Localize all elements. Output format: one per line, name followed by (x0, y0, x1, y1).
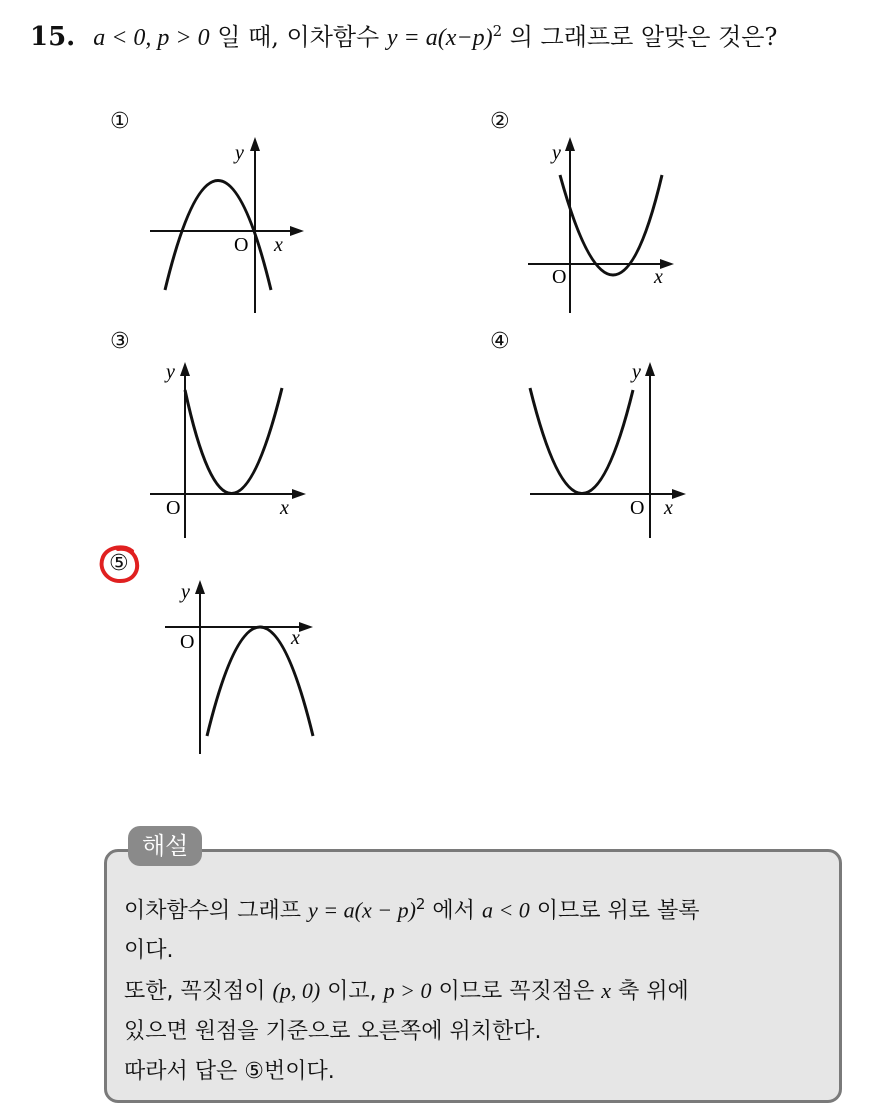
x-axis-label: x (291, 627, 300, 649)
question-condition: a < 0, p > 0 (93, 25, 210, 51)
question-exponent: 2 (492, 22, 503, 40)
option-label-1[interactable]: ① (110, 109, 130, 134)
graph-option-1 (150, 135, 310, 315)
y-axis-label: y (166, 361, 175, 383)
question-number: 15. (30, 22, 76, 52)
x-axis-label: x (664, 497, 673, 519)
graph-option-4 (530, 360, 700, 540)
explanation-line-1: 이차함수의 그래프 $y = a(x - p)^2$ 에서 a < 0 이므로 위로 볼록 (124, 895, 700, 924)
origin-label: O (234, 234, 249, 256)
origin-label: O (552, 266, 567, 288)
explanation-text (124, 884, 834, 1092)
question-text-end: 의 그래프로 알맞은 것은? (502, 23, 778, 51)
x-axis-label: x (654, 266, 663, 288)
option-label-2[interactable]: ② (490, 109, 510, 134)
explanation-line-5: 따라서 답은 ⑤번이다. (124, 1059, 335, 1085)
origin-label: O (630, 497, 645, 519)
y-axis-label: y (181, 581, 190, 603)
graph-option-5 (165, 578, 335, 758)
question-text-mid: 일 때, 이차함수 (209, 23, 387, 51)
question (30, 14, 870, 55)
origin-label: O (180, 631, 195, 653)
y-axis-label: y (632, 361, 641, 383)
answer-circle-mark (98, 543, 142, 585)
x-axis-label: x (274, 234, 283, 256)
explanation-line-2: 이다. (124, 938, 174, 964)
explanation-tag: 해설 (128, 826, 202, 866)
option-label-4[interactable]: ④ (490, 329, 510, 354)
origin-label: O (166, 497, 181, 519)
question-function: y = a(x−p) (386, 25, 493, 51)
explanation-line-3: 또한, 꼭짓점이 (p, 0) 이고, p > 0 이므로 꼭짓점은 x 축 위에 (124, 978, 689, 1005)
x-axis-label: x (280, 497, 289, 519)
y-axis-label: y (235, 142, 244, 164)
option-label-3[interactable]: ③ (110, 329, 130, 354)
y-axis-label: y (552, 142, 561, 164)
option-label-5[interactable]: ⑤ (109, 551, 129, 576)
explanation-line-4: 있으면 원점을 기준으로 오른쪽에 위치한다. (124, 1019, 542, 1045)
graph-option-3 (150, 360, 320, 540)
graph-option-2 (528, 135, 688, 315)
